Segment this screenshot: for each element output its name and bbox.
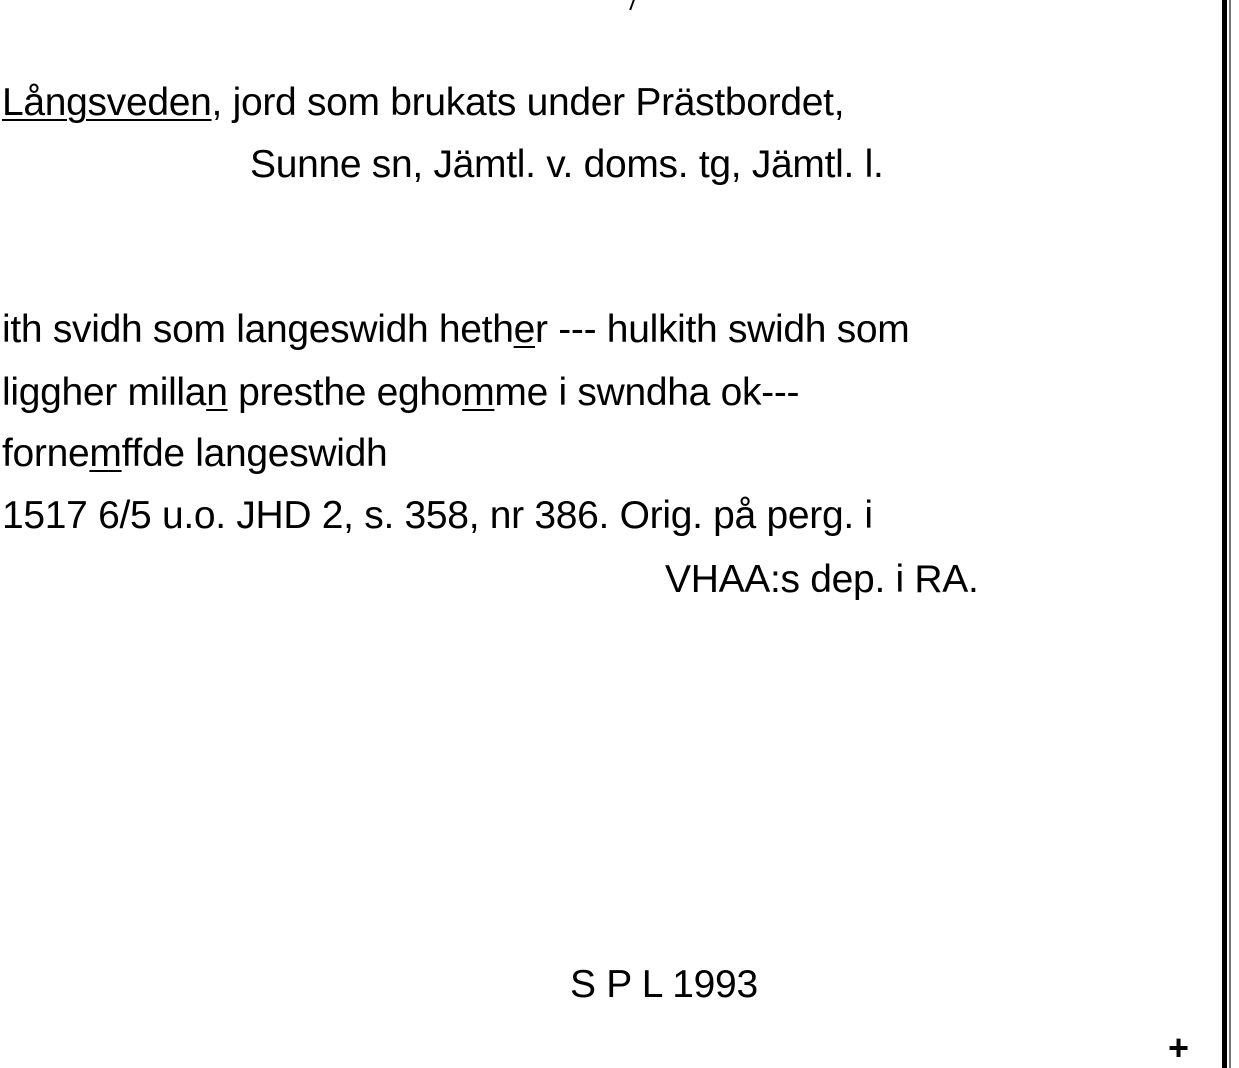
quote-line-2: liggher millan presthe eghomme i swndha ok--- xyxy=(2,371,800,414)
right-edge-rule xyxy=(1222,0,1227,1068)
footer-signature: S P L 1993 xyxy=(570,963,758,1006)
top-tick-mark xyxy=(623,0,635,10)
corner-plus-mark: + xyxy=(1168,1027,1190,1068)
place-name: Långsveden xyxy=(2,81,212,124)
source-line-2: VHAA:s dep. i RA. xyxy=(665,558,979,601)
right-edge-rule-thin xyxy=(1229,0,1231,1068)
quote-line-3: fornemffde langeswidh xyxy=(2,432,388,475)
heading-line xyxy=(2,80,844,126)
quote-line-1: ith svidh som langeswidh hether --- hulkith swidh som xyxy=(2,308,910,351)
source-line-1: 1517 6/5 u.o. JHD 2, s. 358, nr 386. Orig. på perg. i xyxy=(2,494,873,537)
location-line: Sunne sn, Jämtl. v. doms. tg, Jämtl. l. xyxy=(250,143,884,186)
place-description: , jord som brukats under Prästbordet, xyxy=(211,81,845,124)
